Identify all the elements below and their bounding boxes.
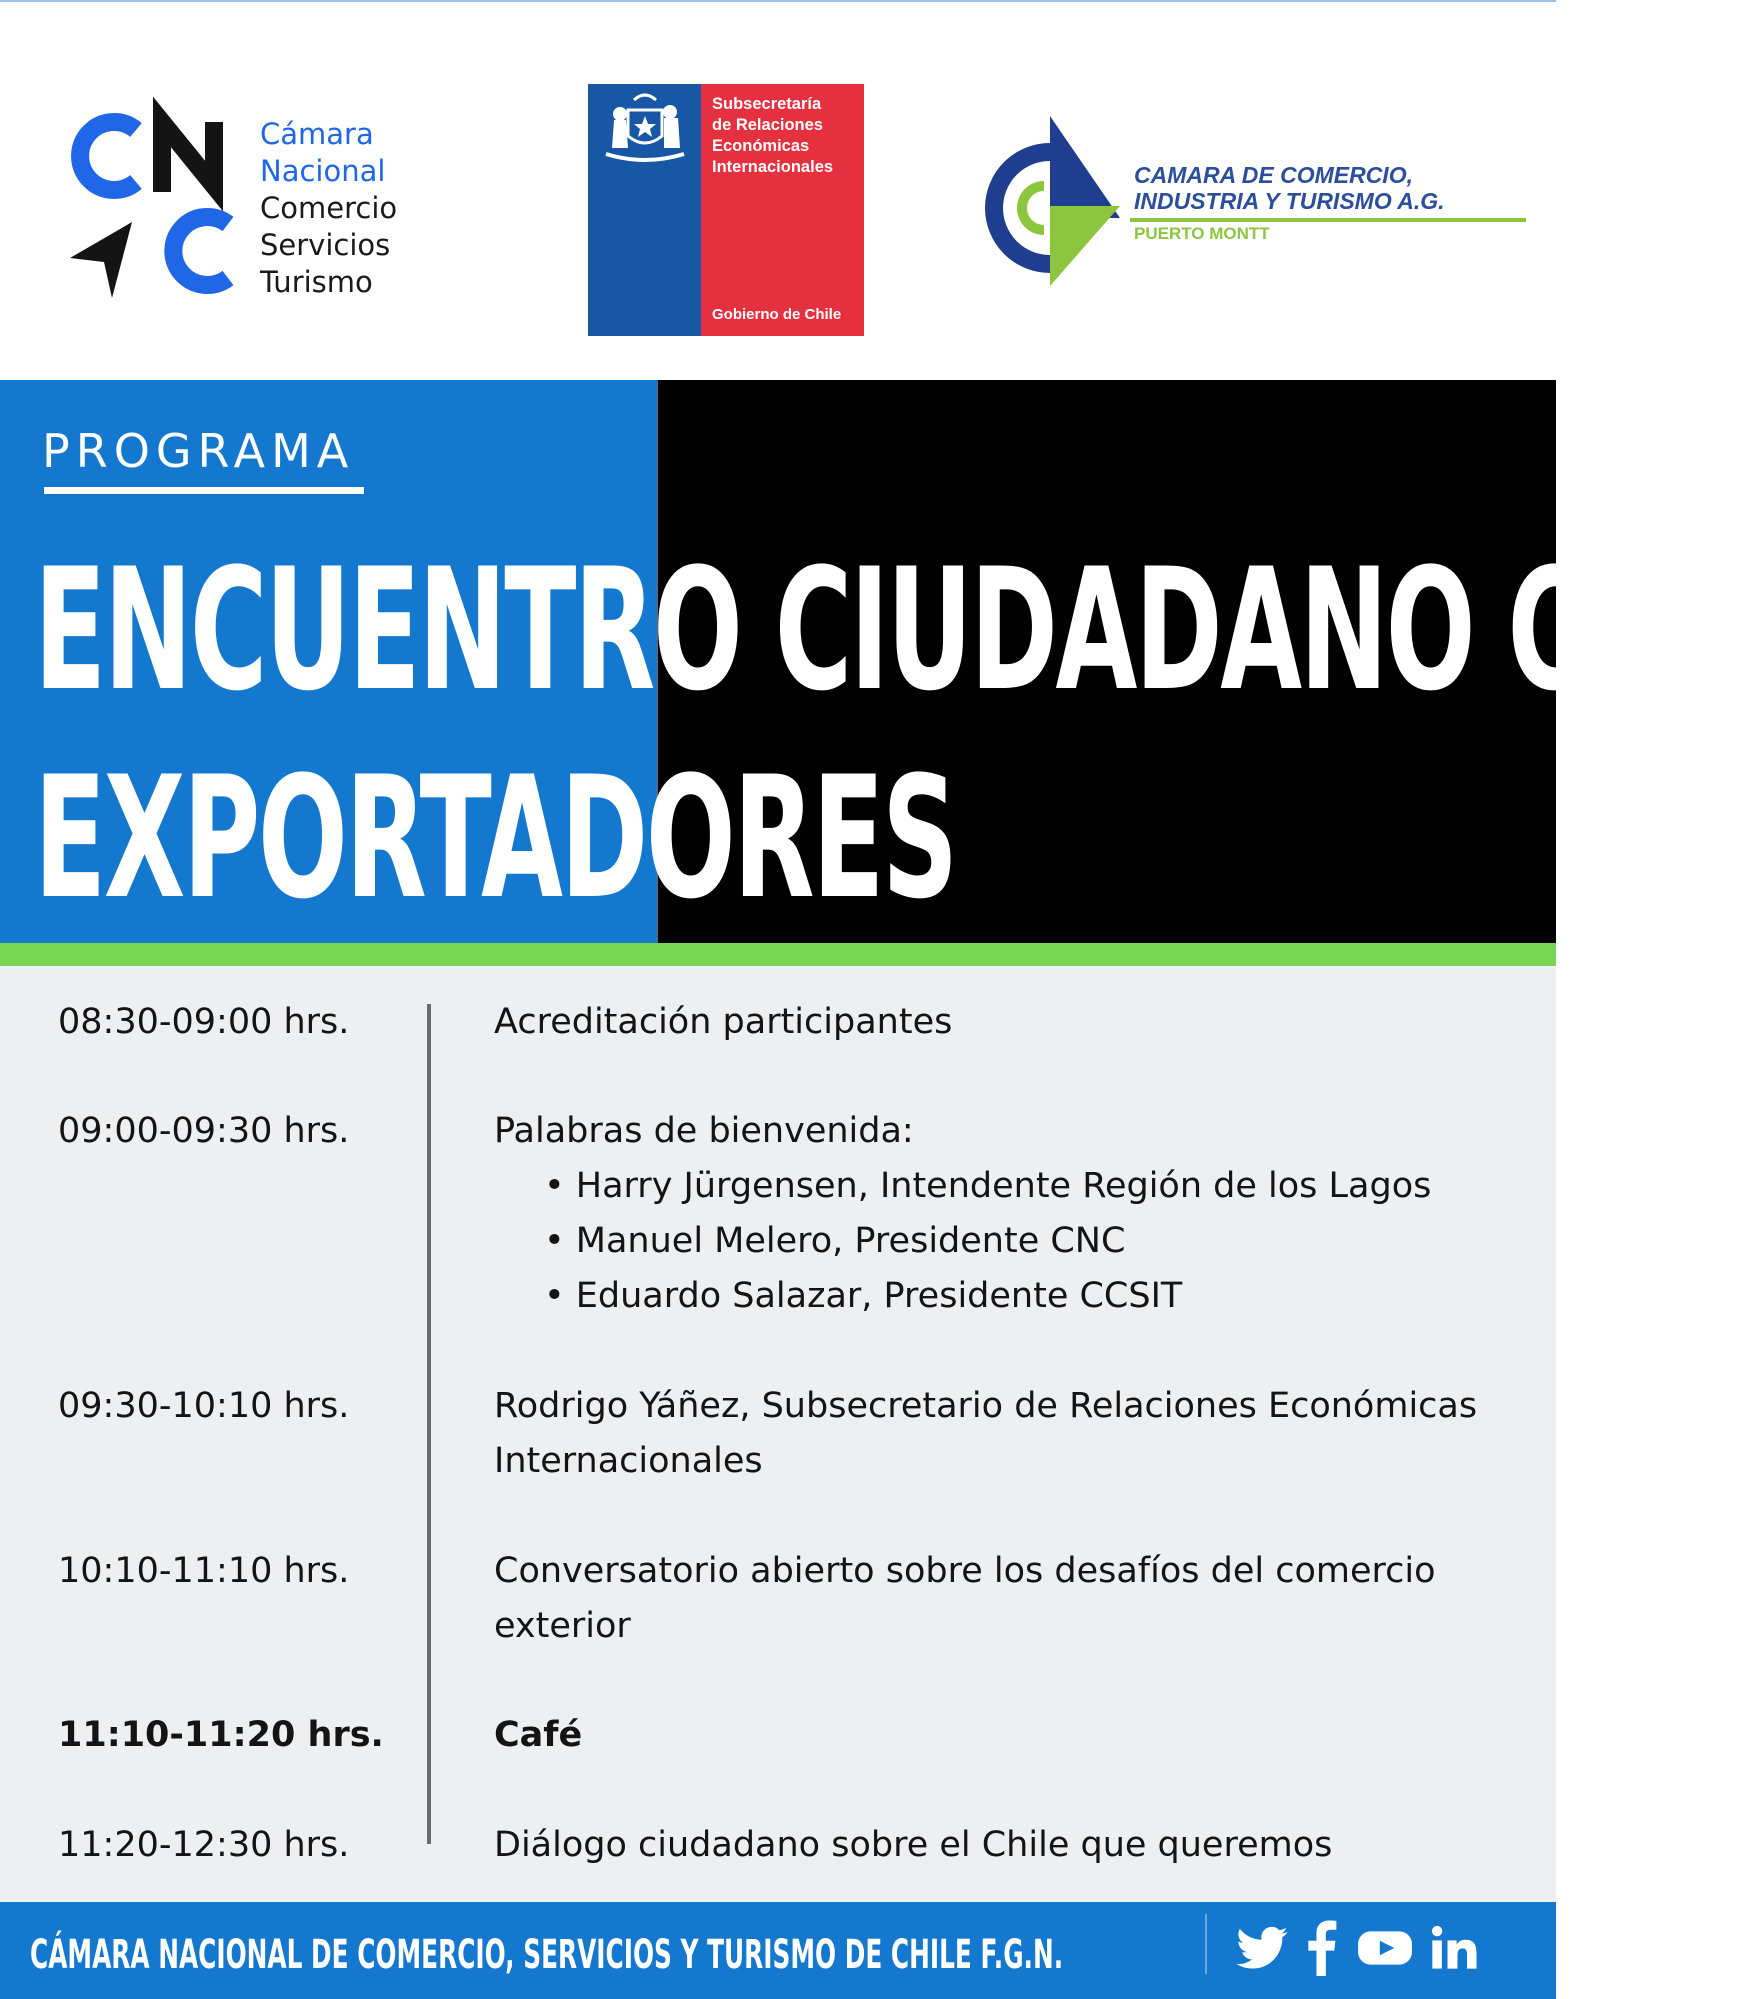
facebook-icon[interactable] [1300, 1920, 1340, 1976]
cnc-logo-mark [68, 112, 248, 312]
hero-title [34, 526, 1756, 942]
schedule-description: Acreditación participantes [494, 1002, 953, 1042]
cnc-line: Cámara [260, 117, 374, 151]
subrei-line: de Relaciones [712, 116, 823, 134]
subrei-logo [588, 84, 864, 336]
subrei-title [712, 94, 862, 178]
ccit-city: PUERTO MONTT [1134, 224, 1270, 243]
cnc-line: Nacional [260, 154, 386, 188]
green-accent-band [0, 943, 1556, 966]
speaker-item: • Harry Jürgensen, Intendente Región de los Lagos [544, 1166, 1432, 1206]
speaker-item: • Eduardo Salazar, Presidente CCSIT [544, 1276, 1183, 1316]
cnc-line: Turismo [260, 265, 373, 299]
footer-organization: CÁMARA NACIONAL DE COMERCIO, SERVICIOS Y TURISMO DE CHILE F.G.N. [30, 1932, 1064, 1978]
subrei-line: Internacionales [712, 158, 834, 176]
linkedin-icon[interactable] [1428, 1920, 1480, 1976]
hero-banner [0, 380, 1756, 943]
cnc-line: Comercio [260, 191, 398, 225]
schedule-description [494, 1104, 1544, 1324]
cnc-logo-text [260, 116, 397, 301]
footer-separator [1205, 1914, 1207, 1974]
schedule-time: 08:30-09:00 hrs. [58, 1002, 350, 1042]
schedule-time: 11:20-12:30 hrs. [58, 1825, 350, 1865]
twitter-icon[interactable] [1234, 1920, 1290, 1976]
ccit-logo [970, 102, 1530, 302]
schedule-divider [427, 1004, 431, 1844]
schedule-title: Palabras de bienvenida: [494, 1111, 914, 1151]
speaker-list [494, 1159, 1544, 1324]
schedule-description: Diálogo ciudadano sobre el Chile que queremos [494, 1825, 1333, 1865]
subrei-government-label: Gobierno de Chile [712, 306, 842, 323]
cnc-logo [68, 112, 428, 312]
subrei-line: Económicas [712, 137, 810, 155]
schedule [0, 966, 1556, 1902]
hero-title-line1: ENCUENTRO CIUDADANO CON [34, 532, 1756, 728]
speaker-item: • Manuel Melero, Presidente CNC [544, 1221, 1126, 1261]
schedule-time: 09:30-10:10 hrs. [58, 1386, 350, 1426]
logo-band [0, 2, 1556, 380]
ccit-name-line1: CAMARA DE COMERCIO, [1134, 162, 1413, 188]
ccit-divider [1130, 218, 1526, 222]
hero-kicker-underline [44, 487, 364, 494]
hero-kicker: PROGRAMA [42, 424, 355, 478]
youtube-icon[interactable] [1356, 1920, 1414, 1976]
cnc-line: Servicios [260, 228, 391, 262]
schedule-time: 11:10-11:20 hrs. [58, 1715, 384, 1755]
schedule-description: Rodrigo Yáñez, Subsecretario de Relaciones Económicas Internacionales [494, 1386, 1478, 1481]
subrei-line: Subsecretaría [712, 95, 822, 113]
chile-coat-of-arms-icon [598, 90, 692, 170]
ccit-name-line2: INDUSTRIA Y TURISMO A.G. [1134, 188, 1445, 214]
hero-title-line2: EXPORTADORES [34, 740, 956, 936]
schedule-description: Conversatorio abierto sobre los desafíos del comercio exterior [494, 1551, 1436, 1646]
footer [0, 1902, 1556, 1999]
schedule-time: 09:00-09:30 hrs. [58, 1111, 350, 1151]
ccit-logo-mark [970, 102, 1130, 302]
schedule-time: 10:10-11:10 hrs. [58, 1551, 350, 1591]
schedule-description: Café [494, 1715, 583, 1755]
